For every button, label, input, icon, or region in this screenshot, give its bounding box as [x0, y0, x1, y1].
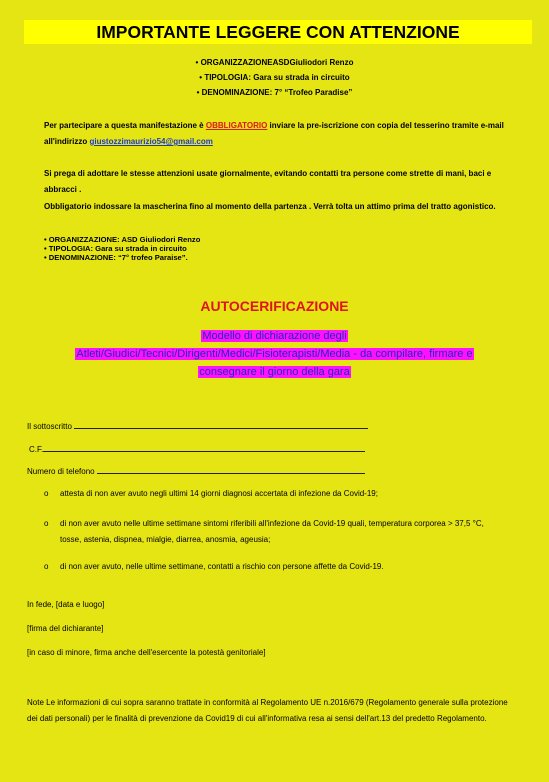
sottoscritto-input-line[interactable]: [74, 421, 368, 429]
sottoscritto-label: Il sottoscritto: [27, 422, 72, 431]
declaration-text-1: attesta di non aver avuto negli ultimi 14 giorni diagnosi accertata di infezione da Covid-19;: [60, 489, 378, 498]
subtitle-line-2: Atleti/Giudici/Tecnici/Dirigenti/Medici/Fisioterapisti/Media - da compilare, firmare e: [76, 348, 473, 360]
obbligatorio-text: OBBLIGATORIO: [205, 121, 268, 130]
sottoscritto-field[interactable]: [27, 421, 368, 432]
top-bullet-denominazione: • DENOMINAZIONE: 7° “Trofeo Paradise”: [196, 88, 353, 97]
cf-label: C.F.: [29, 445, 44, 454]
telefono-field[interactable]: [27, 466, 365, 477]
cf-input-line[interactable]: [43, 444, 365, 452]
top-bullet-organizzazione: • ORGANIZZAZIONEASDGiuliodori Renzo: [195, 58, 354, 67]
top-bullet-tipologia: • TIPOLOGIA: Gara su strada in circuito: [199, 73, 350, 82]
firma-line: [firma del dichiarante]: [27, 624, 104, 633]
declaration-item-2: [44, 516, 504, 548]
subtitle-line-3: consegnare il giorno della gara: [199, 366, 350, 378]
cf-field[interactable]: [29, 444, 365, 455]
declaration-item-1: [44, 486, 504, 502]
lower-bullet-organizzazione: • ORGANIZZAZIONE: ASD Giuliodori Renzo: [44, 235, 201, 244]
title-banner: [24, 20, 532, 44]
registration-middle: inviare la pre-iscrizione con copia del tesserino tramite e-mail all'indirizzo: [44, 121, 504, 146]
telefono-label: Numero di telefono: [27, 467, 95, 476]
subtitle-line-1: Modello di dichiarazione degli: [202, 330, 347, 342]
registration-prefix: Per partecipare a questa manifestazione è: [44, 121, 206, 130]
telefono-input-line[interactable]: [97, 466, 365, 474]
privacy-note: Note Le informazioni di cui sopra saranno trattate in conformità al Regolamento UE n.2016/679 (Regolamento generale sulla protezione dei dati personali) per le finalità di prevenzione da Covid19 di cui all'informativa resa ai sensi dell'art.13 del predetto Regolamento.: [27, 698, 508, 723]
circle-bullet-icon: o: [44, 519, 49, 528]
declaration-text-2: di non aver avuto nelle ultime settimane sintomi riferibili all'infezione da Covid-19 quali, temperatura corporea > 37,5 °C, tosse, astenia, dispnea, mialgie, diarrea, anosmia, ageusia;: [60, 519, 484, 544]
page-title: IMPORTANTE LEGGERE CON ATTENZIONE: [96, 22, 460, 42]
registration-paragraph: [44, 118, 524, 150]
circle-bullet-icon: o: [44, 562, 49, 571]
mask-paragraph: Obbligatorio indossare la mascherina fino al momento della partenza . Verrà tolta un attimo prima del tratto agonistico.: [44, 202, 496, 211]
minore-line: [in caso di minore, firma anche dell'esercente la potestà genitoriale]: [27, 648, 266, 657]
declaration-item-3: [44, 559, 504, 575]
email-link[interactable]: giustozzimaurizio54@gmail.com: [89, 137, 213, 146]
lower-bullet-list: [44, 235, 524, 262]
declaration-text-3: di non aver avuto, nelle ultime settimane, contatti a rischio con persone affette da Covid-19.: [60, 562, 384, 571]
circle-bullet-icon: o: [44, 489, 49, 498]
lower-bullet-tipologia: • TIPOLOGIA: Gara su strada in circuito: [44, 244, 187, 253]
autocert-subtitle: [0, 327, 549, 381]
autocert-title: AUTOCERIFICAZIONE: [200, 298, 349, 314]
safety-paragraph: Si prega di adottare le stesse attenzioni usate giornalmente, evitando contatti tra persone come strette di mani, baci e abbracci .: [44, 169, 492, 194]
lower-bullet-denominazione: • DENOMINAZIONE: “7° trofeo Paraise”.: [44, 253, 188, 262]
fede-line: In fede, [data e luogo]: [27, 600, 105, 609]
